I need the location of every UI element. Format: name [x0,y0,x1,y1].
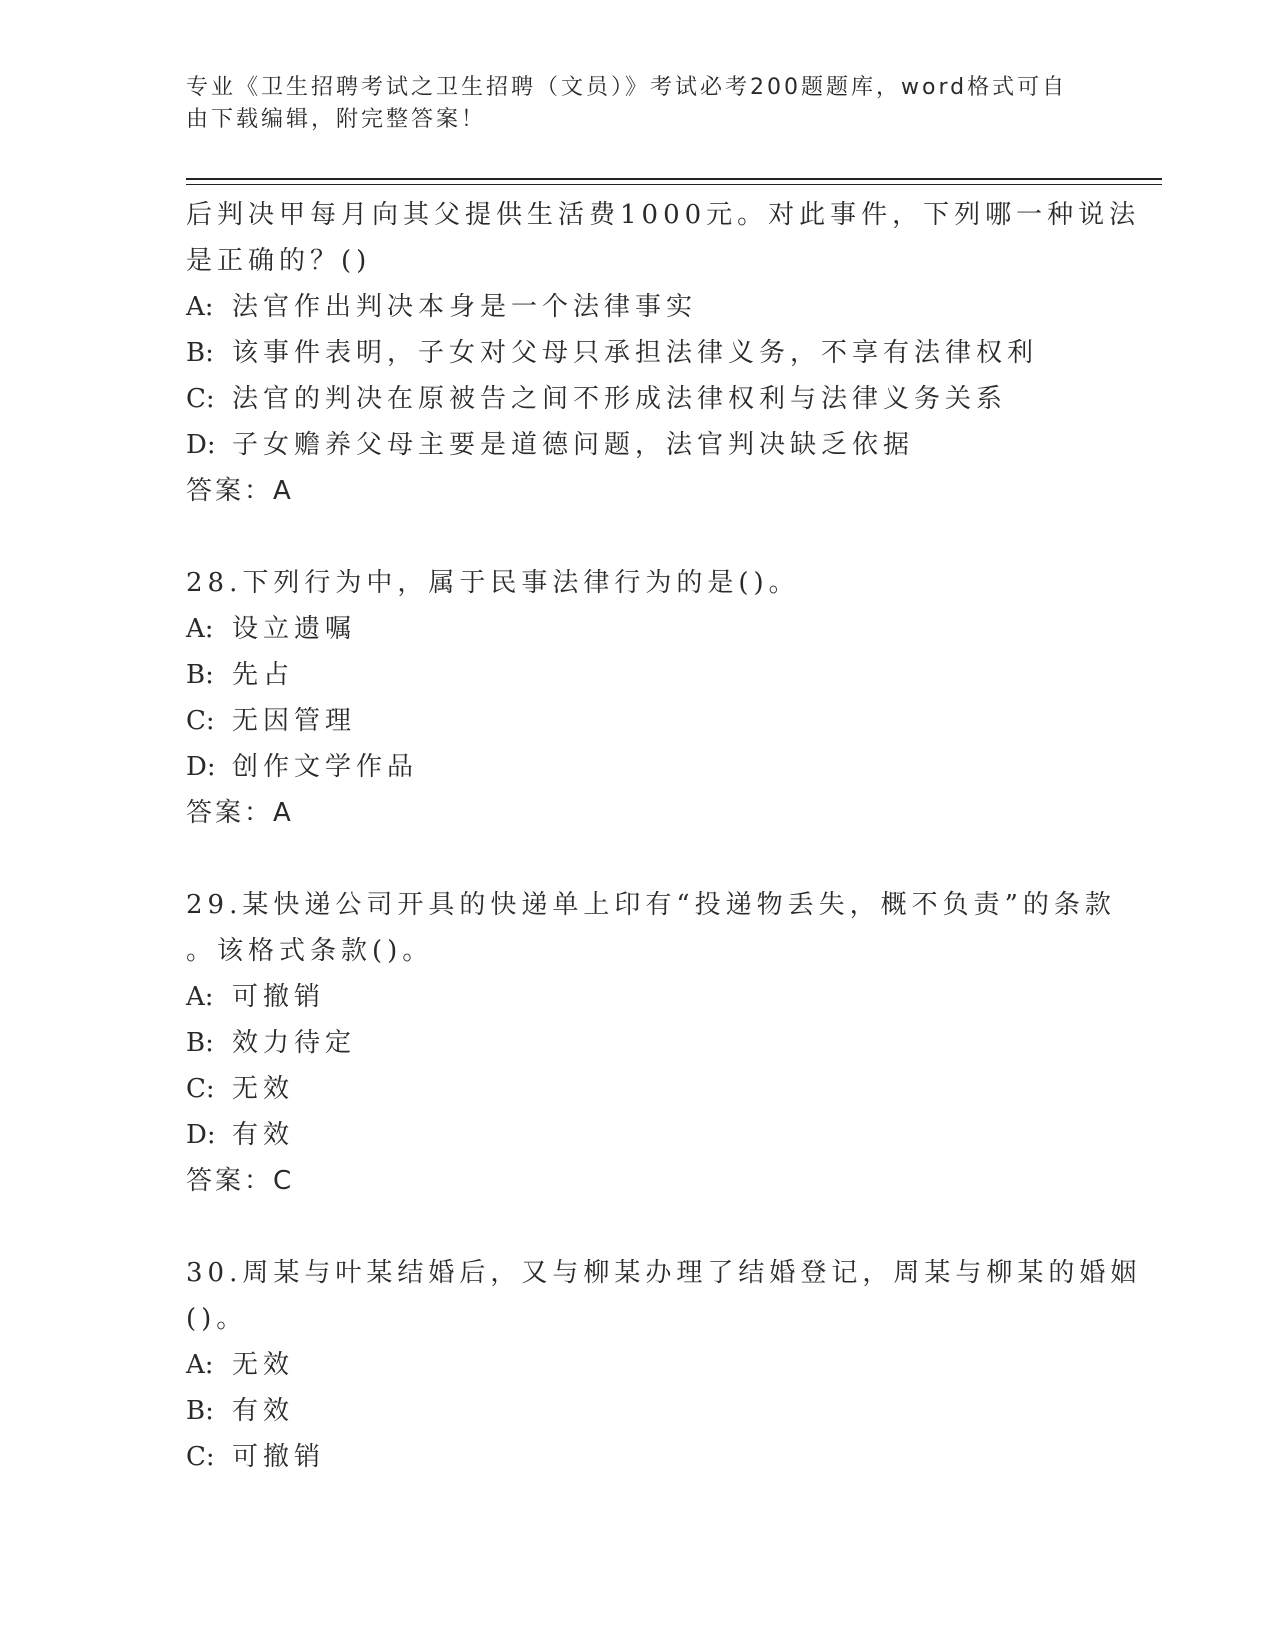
option-letter: A: [186,614,214,644]
option-letter: B: [186,660,214,690]
option-text: 创作文学作品 [232,752,419,782]
answer-line: 答案：A [186,798,294,828]
option-text: 效力待定 [232,1028,357,1058]
question-stem-line: 28.下列行为中，属于民事法律行为的是()。 [186,568,800,598]
option-text: 无因管理 [232,706,357,736]
option-b [186,330,1086,376]
option-text: 有效 [232,1120,295,1150]
question-stem-line: 是正确的？() [186,246,372,276]
option-text: 设立遗嘱 [232,614,357,644]
option-b [186,652,1086,698]
option-letter: C: [186,384,215,414]
option-letter: D: [186,752,216,782]
option-c [186,1434,1086,1480]
question-stem-line: ()。 [186,1304,248,1334]
option-letter: C: [186,1074,215,1104]
question-block [186,560,1086,836]
option-text: 该事件表明，子女对父母只承担法律义务，不享有法律权利 [232,338,1039,368]
option-letter: B: [186,338,214,368]
option-letter: D: [186,1120,216,1150]
question-block [186,882,1116,1204]
option-letter: C: [186,1442,215,1472]
option-letter: A: [186,982,214,1012]
option-text: 子女赡养父母主要是道德问题，法官判决缺乏依据 [232,430,915,460]
option-text: 有效 [232,1396,295,1426]
option-b [186,1388,1086,1434]
option-letter: D: [186,430,216,460]
option-text: 法官的判决在原被告之间不形成法律权利与法律义务关系 [232,384,1008,414]
option-text: 先占 [232,660,295,690]
option-letter: B: [186,1028,214,1058]
question-block [186,192,1141,514]
answer-line: 答案：C [186,1166,295,1196]
option-d [186,744,1086,790]
document-header [186,72,1086,136]
answer-line: 答案：A [186,476,294,506]
question-stem-line: 后判决甲每月向其父提供生活费1000元。对此事件，下列哪一种说法 [186,200,1141,230]
option-c [186,698,1086,744]
option-letter: B: [186,1396,214,1426]
option-a [186,1342,1086,1388]
option-a [186,606,1086,652]
question-list [186,192,1142,1480]
option-text: 无效 [232,1074,295,1104]
header-line-1: 专业《卫生招聘考试之卫生招聘（文员）》考试必考200题题库，word格式可自 [186,75,1068,100]
option-d [186,422,1086,468]
question-stem-line: 29.某快递公司开具的快递单上印有“投递物丢失，概不负责”的条款 [186,890,1116,920]
option-d [186,1112,1086,1158]
option-b [186,1020,1086,1066]
option-c [186,1066,1086,1112]
option-a [186,974,1086,1020]
header-line-2: 由下载编辑，附完整答案！ [186,107,487,132]
option-c [186,376,1086,422]
question-stem-line: 。该格式条款()。 [186,936,434,966]
option-a [186,284,1086,330]
option-letter: A: [186,1350,214,1380]
option-text: 法官作出判决本身是一个法律事实 [232,292,698,322]
option-text: 无效 [232,1350,295,1380]
option-letter: A: [186,292,214,322]
question-stem-line: 30.周某与叶某结婚后，又与柳某办理了结婚登记，周某与柳某的婚姻 [186,1258,1142,1288]
option-text: 可撤销 [232,982,326,1012]
option-letter: C: [186,706,215,736]
header-divider-thin [186,184,1162,185]
option-text: 可撤销 [232,1442,326,1472]
header-divider-thick [186,178,1162,180]
question-block [186,1250,1142,1480]
